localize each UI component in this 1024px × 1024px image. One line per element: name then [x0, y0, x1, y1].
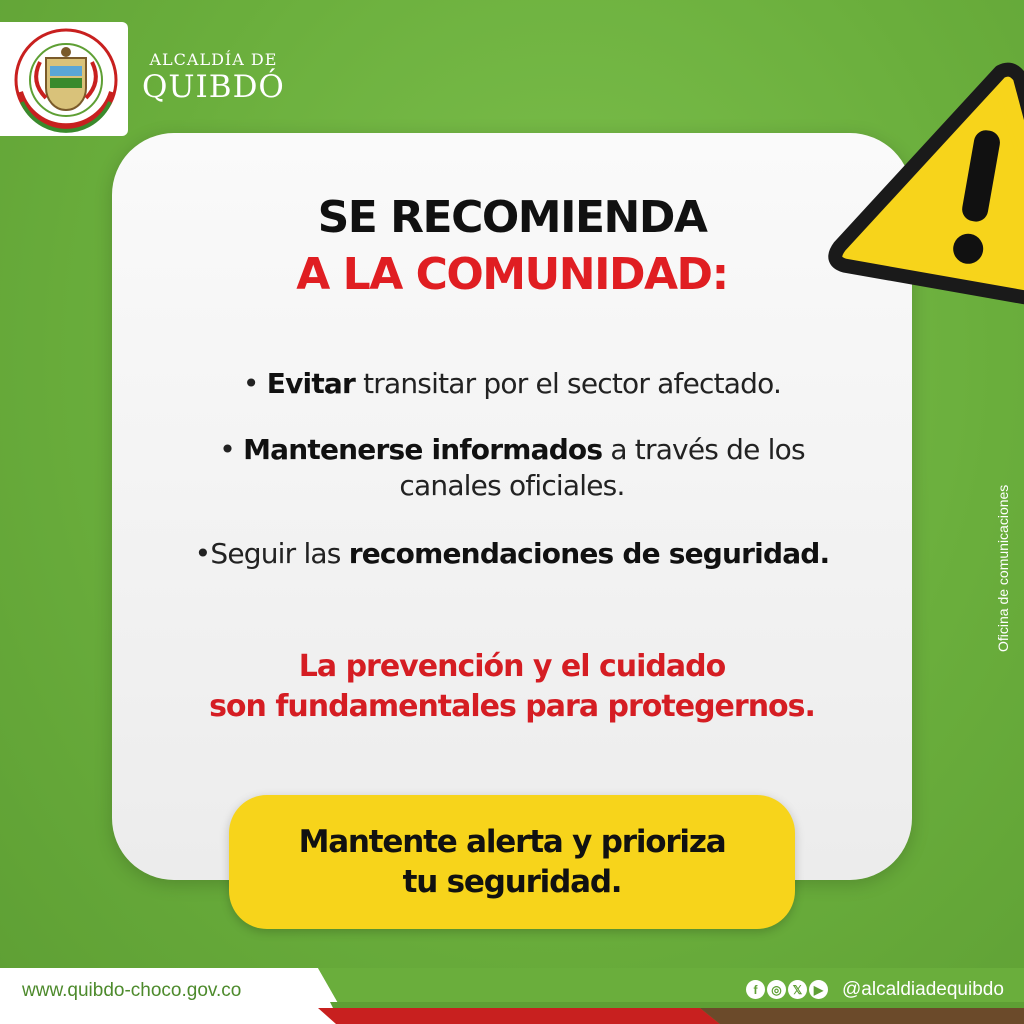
bullet-bold: Mantenerse informados — [243, 433, 603, 466]
bullet-stay-informed: • Mantenerse informados a través de los canales oficiales. — [219, 433, 805, 502]
bullet-text: a través de los — [602, 433, 805, 466]
brand-name — [142, 52, 285, 103]
message-line1: La prevención y el cuidado — [298, 649, 726, 684]
bullet-text-line2: canales oficiales. — [399, 469, 625, 502]
safety-callout — [229, 795, 795, 929]
bullet-text: transitar por el sector afectado. — [355, 367, 782, 400]
x-icon[interactable]: 𝕏 — [788, 980, 807, 999]
bullet-avoid-transit: • Evitar transitar por el sector afectado. — [242, 367, 782, 400]
logo-panel — [0, 22, 128, 136]
brand-line1: ALCALDÍA DE — [149, 50, 278, 69]
brand-line2: QUIBDÓ — [142, 69, 285, 105]
prevention-message — [112, 647, 912, 727]
bullet-text: Seguir las — [210, 537, 349, 570]
social-icons — [746, 980, 828, 999]
recommendation-card — [112, 133, 912, 880]
bullet-bold: Evitar — [266, 367, 356, 400]
website-link[interactable]: www.quibdo-choco.gov.co — [22, 980, 242, 1001]
facebook-icon[interactable]: f — [746, 980, 765, 999]
office-label: Oficina de comunicaciones — [995, 484, 1011, 652]
headline-highlight: A LA COMUNIDAD: — [296, 249, 728, 300]
message-line2: son fundamentales para protegernos. — [209, 689, 815, 724]
instagram-icon[interactable]: ◎ — [767, 980, 786, 999]
bullet-bold: recomendaciones de seguridad. — [348, 537, 830, 570]
youtube-icon[interactable]: ▶ — [809, 980, 828, 999]
municipal-seal-icon — [0, 22, 128, 136]
callout-line1: Mantente alerta y prioriza — [298, 824, 726, 860]
callout-line2: tu seguridad. — [402, 864, 622, 900]
headline: SE RECOMIENDA — [317, 192, 707, 243]
bullet-follow-recommendations: •Seguir las recomendaciones de seguridad. — [194, 537, 830, 570]
social-handle[interactable]: @alcaldiadequibdo — [842, 979, 1004, 1000]
